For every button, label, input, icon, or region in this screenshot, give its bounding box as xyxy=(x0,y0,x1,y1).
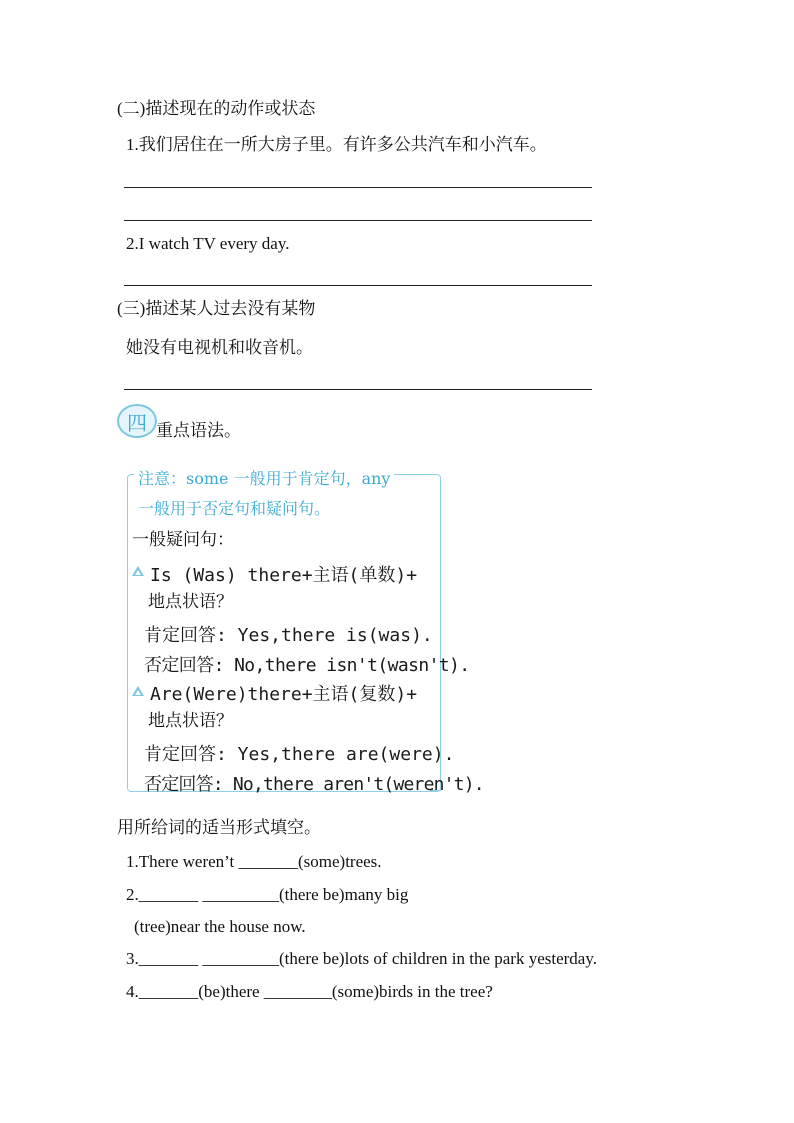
triangle-bullet-icon xyxy=(132,686,144,696)
note-line-1: 注意：some 一般用于肯定句，any xyxy=(134,466,394,489)
pattern1-no: 否定回答: No,there isn't(wasn't). xyxy=(144,655,470,676)
pattern2-line-b: 地点状语？ xyxy=(148,711,233,731)
pattern2-no: 否定回答: No,there aren't(weren't). xyxy=(144,774,484,795)
answer-line[interactable] xyxy=(124,187,592,188)
pattern2-line-a: Are(Were)there+主语(复数)+ xyxy=(150,684,418,705)
question-label: 一般疑问句： xyxy=(132,530,234,550)
section-number-badge: 四 xyxy=(117,404,157,438)
section2-heading: (二)描述现在的动作或状态 xyxy=(117,99,316,118)
section2-question-2: 2.I watch TV every day. xyxy=(126,234,290,253)
triangle-bullet-icon xyxy=(132,566,144,576)
pattern2-yes: 肯定回答: Yes,there are(were). xyxy=(144,744,455,765)
note-line-2: 一般用于否定句和疑问句。 xyxy=(134,496,334,519)
section4-title: 重点语法。 xyxy=(156,421,241,440)
exercise-question-4[interactable]: 4._______(be)there ________(some)birds in the tree? xyxy=(126,982,493,1001)
section3-heading: (三)描述某人过去没有某物 xyxy=(117,299,316,318)
exercise-instruction: 用所给词的适当形式填空。 xyxy=(117,818,321,837)
exercise-question-1[interactable]: 1.There weren’t _______(some)trees. xyxy=(126,852,382,871)
answer-line[interactable] xyxy=(124,285,592,286)
pattern1-line-a: Is (Was) there+主语(单数)+ xyxy=(150,565,418,586)
pattern1-yes: 肯定回答: Yes,there is(was). xyxy=(144,625,433,646)
section2-question-1: 1.我们居住在一所大房子里。有许多公共汽车和小汽车。 xyxy=(126,135,547,154)
section3-question-1: 她没有电视机和收音机。 xyxy=(126,338,313,357)
answer-line[interactable] xyxy=(124,389,592,390)
exercise-question-2b: (tree)near the house now. xyxy=(134,917,306,936)
pattern1-line-b: 地点状语？ xyxy=(148,592,233,612)
answer-line[interactable] xyxy=(124,220,592,221)
exercise-question-3[interactable]: 3._______ _________(there be)lots of children in the park yesterday. xyxy=(126,949,597,968)
exercise-question-2a[interactable]: 2._______ _________(there be)many big xyxy=(126,885,409,904)
